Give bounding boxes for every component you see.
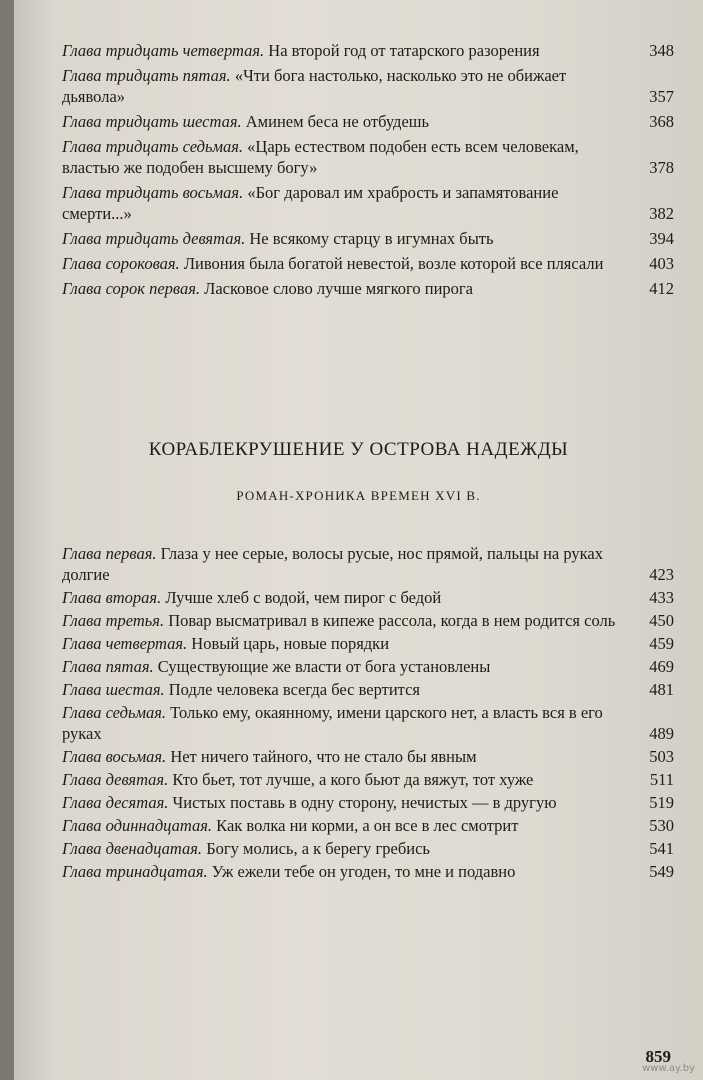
page-ref: 530	[649, 816, 674, 835]
chapter-label: Глава тридцать девятая.	[62, 229, 246, 248]
chapter-label: Глава тридцать шестая.	[62, 112, 242, 131]
chapter-title: Только ему, окаянному, имени царского нет, а власть вся в его руках	[62, 703, 603, 743]
page-ref: 511	[649, 770, 674, 789]
toc-entry	[62, 769, 674, 790]
page-number: 859	[645, 1047, 671, 1066]
chapter-title: «Царь естеством подобен есть всем человекам, властью же подобен высшему богу»	[62, 137, 579, 177]
page-ref: 433	[649, 588, 674, 607]
page-ref: 348	[649, 41, 674, 60]
chapter-label: Глава тридцать четвертая.	[62, 41, 265, 60]
toc-entry-text-block	[62, 543, 624, 585]
chapter-title: На второй год от татарского разорения	[268, 41, 540, 60]
chapter-label: Глава шестая.	[62, 680, 165, 699]
chapter-title: Уж ежели тебе он угоден, то мне и подавно	[211, 862, 516, 881]
toc-entry	[62, 610, 674, 631]
page-ref: 489	[649, 724, 674, 743]
section-title: КОРАБЛЕКРУШЕНИЕ У ОСТРОВА НАДЕЖДЫ	[148, 439, 569, 460]
toc-entry-text-block	[62, 182, 624, 224]
toc-entry-text-block	[62, 136, 624, 178]
chapter-title: Существующие же власти от бога установлены	[157, 657, 491, 676]
chapter-label: Глава седьмая.	[62, 703, 167, 722]
chapter-title: Ласковое слово лучше мягкого пирога	[204, 279, 473, 298]
chapter-label: Глава двенадцатая.	[62, 839, 203, 858]
toc-entry-text-block	[62, 587, 624, 608]
page-ref: 519	[649, 793, 674, 812]
chapter-label: Глава вторая.	[62, 588, 162, 607]
chapter-label: Глава тридцать седьмая.	[62, 137, 244, 156]
chapter-title: Аминем беса не отбудешь	[245, 112, 430, 131]
page-ref: 412	[649, 279, 674, 298]
toc-entry-text-block	[62, 278, 624, 299]
page-ref: 382	[649, 204, 674, 223]
toc-entry-text-block	[62, 633, 624, 654]
chapter-label: Глава сороковая.	[62, 254, 180, 273]
toc-entry	[62, 253, 674, 274]
toc-entry	[62, 278, 674, 299]
toc-entry-text-block	[62, 769, 624, 790]
chapter-title: Не всякому старцу в игумнах быть	[249, 229, 494, 248]
chapter-title: Ливония была богатой невестой, возле которой все плясали	[183, 254, 604, 273]
page-ref: 403	[649, 254, 674, 273]
chapter-title: Лучше хлеб с водой, чем пирог с бедой	[165, 588, 442, 607]
page-ref: 541	[649, 839, 674, 858]
book-page	[14, 0, 703, 1080]
toc-list-part1	[62, 40, 674, 303]
chapter-label: Глава тринадцатая.	[62, 862, 208, 881]
toc-entry	[62, 746, 674, 767]
toc-entry	[62, 861, 674, 882]
toc-entry	[62, 40, 674, 61]
toc-entry	[62, 679, 674, 700]
toc-entry	[62, 65, 674, 107]
chapter-title: Повар высматривал в кипеже рассола, когда в нем родится соль	[168, 611, 616, 630]
page-ref: 423	[649, 565, 674, 584]
page-ref: 357	[649, 87, 674, 106]
chapter-label: Глава восьмая.	[62, 747, 167, 766]
toc-entry-text-block	[62, 815, 624, 836]
toc-entry	[62, 838, 674, 859]
page-ref: 394	[649, 229, 674, 248]
chapter-title: Чистых поставь в одну сторону, нечистых — в другую	[172, 793, 557, 812]
toc-entry-text-block	[62, 40, 624, 61]
toc-entry	[62, 702, 674, 744]
page-ref: 503	[649, 747, 674, 766]
toc-entry	[62, 633, 674, 654]
page-ref: 469	[649, 657, 674, 676]
toc-entry	[62, 792, 674, 813]
toc-entry-text-block	[62, 65, 624, 107]
toc-entry-text-block	[62, 656, 624, 677]
chapter-title: «Бог даровал им храбрость и запамятование смерти...»	[62, 183, 559, 223]
toc-entry-text-block	[62, 253, 624, 274]
toc-entry-text-block	[62, 746, 624, 767]
page-ref: 549	[649, 862, 674, 881]
toc-entry-text-block	[62, 111, 624, 132]
toc-entry-text-block	[62, 228, 624, 249]
chapter-title: «Чти бога настолько, насколько это не обижает дьявола»	[62, 66, 567, 106]
page-ref: 481	[649, 680, 674, 699]
toc-entry	[62, 587, 674, 608]
toc-entry-text-block	[62, 861, 624, 882]
page-ref: 450	[649, 611, 674, 630]
toc-entry-text-block	[62, 792, 624, 813]
chapter-title: Как волка ни корми, а он все в лес смотрит	[216, 816, 519, 835]
page-ref: 368	[649, 112, 674, 131]
chapter-label: Глава тридцать пятая.	[62, 66, 231, 85]
chapter-title: Богу молись, а к берегу гребись	[206, 839, 430, 858]
chapter-label: Глава тридцать восьмая.	[62, 183, 244, 202]
chapter-title: Нет ничего тайного, что не стало бы явным	[170, 747, 477, 766]
chapter-title: Подле человека всегда бес вертится	[168, 680, 420, 699]
toc-entry-text-block	[62, 702, 624, 744]
toc-entry	[62, 543, 674, 585]
watermark: www.ay.by	[642, 1063, 695, 1074]
chapter-label: Глава первая.	[62, 544, 157, 563]
chapter-title: Новый царь, новые порядки	[191, 634, 390, 653]
page-ref: 459	[649, 634, 674, 653]
page-ref: 378	[649, 158, 674, 177]
toc-entry	[62, 111, 674, 132]
chapter-label: Глава десятая.	[62, 793, 169, 812]
section-subtitle: РОМАН-ХРОНИКА ВРЕМЕН XVI В.	[236, 488, 481, 503]
toc-entry	[62, 228, 674, 249]
chapter-title: Кто бьет, тот лучше, а кого бьют да вяжут, тот хуже	[172, 770, 534, 789]
chapter-label: Глава третья.	[62, 611, 165, 630]
toc-entry-text-block	[62, 838, 624, 859]
toc-list-part2	[62, 543, 674, 884]
chapter-title: Глаза у нее серые, волосы русые, нос прямой, пальцы на руках долгие	[62, 544, 603, 584]
chapter-label: Глава пятая.	[62, 657, 154, 676]
chapter-label: Глава сорок первая.	[62, 279, 201, 298]
toc-entry-text-block	[62, 610, 624, 631]
chapter-label: Глава одиннадцатая.	[62, 816, 213, 835]
toc-entry	[62, 656, 674, 677]
toc-entry	[62, 136, 674, 178]
chapter-label: Глава четвертая.	[62, 634, 188, 653]
toc-entry	[62, 182, 674, 224]
toc-entry-text-block	[62, 679, 624, 700]
toc-entry	[62, 815, 674, 836]
chapter-label: Глава девятая.	[62, 770, 169, 789]
